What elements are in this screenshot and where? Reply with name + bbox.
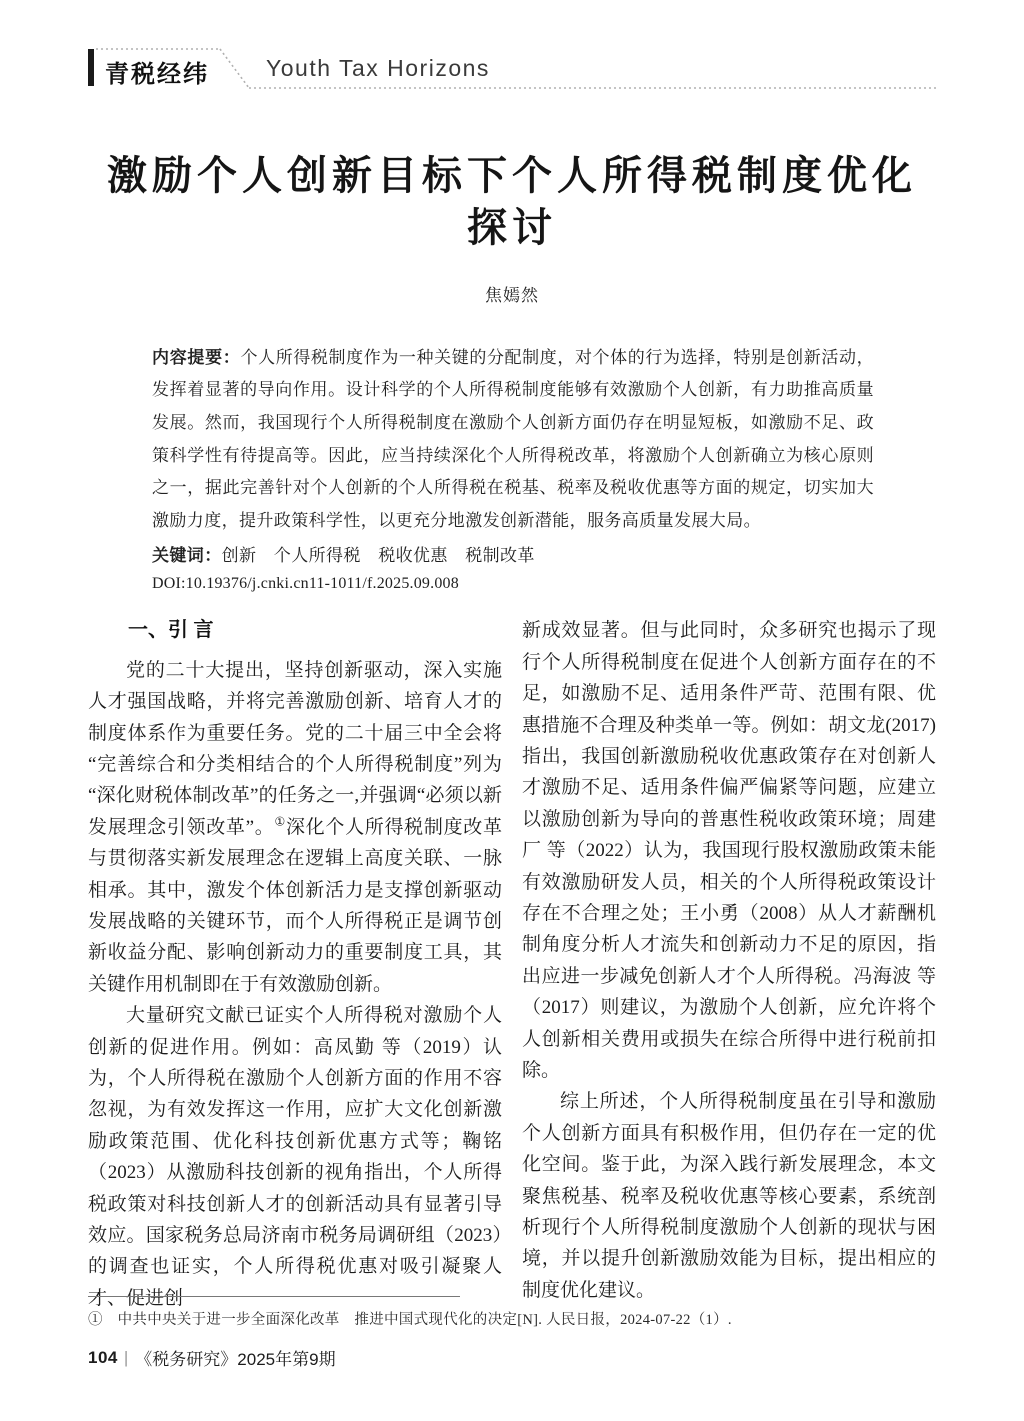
abstract-block — [152, 342, 874, 538]
footnote-reference-mark: ① — [274, 814, 286, 829]
footnote-block — [88, 1296, 888, 1329]
abstract-text: 个人所得税制度作为一种关键的分配制度，对个体的行为选择，特别是创新活动，发挥着显著的导向作用。设计科学的个人所得税制度能够有效激励个人创新，有力助推高质量发展。然而，我国现行个人所得税制度在激励个人创新方面仍存在明显短板，如激励不足、政策科学性有待提高等。因此，应当持续深化个人所得税改革，将激励个人创新确立为核心原则之一，据此完善针对个人创新的个人所得税在税基、税率及税收优惠等方面的规定，切实加大激励力度，提升政策科学性，以更充分地激发创新潜能，服务高质量发展大局。 — [152, 347, 874, 530]
article-author: 焦嫣然 — [485, 285, 539, 305]
footnote-divider-rule — [88, 1296, 460, 1297]
paragraph-text: 深化个人所得税制度改革与贯彻落实新发展理念在逻辑上高度关联、一脉相承。其中，激发个体创新活力是支撑创新驱动发展战略的关键环节，而个人所得税正是调节创新收益分配、影响创新动力的重要制度工具，其关键作用机制即在于有效激励创新。 — [88, 816, 502, 995]
body-column-right — [522, 615, 936, 1314]
keywords-text: 创新 个人所得税 税收优惠 税制改革 — [221, 546, 535, 566]
journal-issue: 《税务研究》2025年第9期 — [135, 1350, 336, 1369]
body-paragraph: 大量研究文献已证实个人所得税对激励个人创新的促进作用。例如：高凤勤 等（2019）认为，个人所得税在激励个人创新方面的作用不容忽视，为有效发挥这一作用，应扩大文化创新激励政策范围、优化科技创新优惠方式等；鞠铭（2023）从激励科技创新的视角指出，个人所得税政策对科技创新人才的创新活动具有显著引导效应。国家税务总局济南市税务局调研组（2023）的调查也证实，个人所得税优惠对吸引凝聚人才、促进创 — [88, 1005, 502, 1309]
article-body — [88, 615, 936, 1314]
page-header — [88, 46, 936, 92]
footer-separator: | — [123, 1347, 129, 1367]
doi-line: DOI:10.19376/j.cnki.cn11-1011/f.2025.09.008 — [152, 575, 459, 593]
header-accent-bar — [88, 49, 94, 86]
footnote-text: ① 中共中央关于进一步全面深化改革 推进中国式现代化的决定[N]. 人民日报，2024-07-22（1）. — [88, 1312, 732, 1328]
body-paragraph: 综上所述，个人所得税制度虽在引导和激励个人创新方面具有积极作用，但仍存在一定的优化空间。鉴于此，为深入践行新发展理念，本文聚焦税基、税率及税收优惠等核心要素，系统剖析现行个人所得税制度激励个人创新的现状与困境，并以提升创新激励效能为目标，提出相应的制度优化建议。 — [522, 1091, 936, 1301]
section-subtitle: Youth Tax Horizons — [266, 55, 490, 81]
page-number: 104 — [88, 1347, 118, 1367]
section-heading-introduction: 一、引 言 — [128, 619, 214, 642]
header-dotted-tab-outline — [88, 46, 936, 92]
abstract-label: 内容提要： — [152, 347, 241, 367]
body-column-left — [88, 615, 502, 1314]
section-badge: 青税经纬 — [105, 61, 209, 88]
page-footer — [88, 1345, 336, 1370]
keywords-block — [152, 541, 874, 566]
article-title: 激励个人创新目标下个人所得税制度优化探讨 — [107, 153, 917, 250]
body-paragraph — [88, 655, 502, 1000]
paragraph-text: 党的二十大提出，坚持创新驱动，深入实施人才强国战略，并将完善激励创新、培育人才的制度体系作为重要任务。党的二十届三中全会将“完善综合和分类相结合的个人所得税制度”列为“深化财税体制改革”的任务之一,并强调“必须以新发展理念引领改革”。 — [88, 659, 502, 838]
keywords-label: 关键词： — [152, 546, 222, 566]
body-paragraph-continuation: 新成效显著。但与此同时，众多研究也揭示了现行个人所得税制度在促进个人创新方面存在的不足，如激励不足、适用条件严苛、范围有限、优惠措施不合理及种类单一等。例如：胡文龙(2017)指出，我国创新激励税收优惠政策存在对创新人才激励不足、适用条件偏严偏紧等问题，应建立以激励创新为导向的普惠性税收政策环境；周建厂 等（2022）认为，我国现行股权激励政策未能有效激励研发人员，相关的个人所得税政策设计存在不合理之处；王小勇（2008）从人才薪酬机制角度分析人才流失和创新动力不足的原因，指出应进一步减免创新人才个人所得税。冯海波 等（2017）则建议，为激励个人创新，应允许将个人创新相关费用或损失在综合所得中进行税前扣除。 — [522, 620, 936, 1082]
